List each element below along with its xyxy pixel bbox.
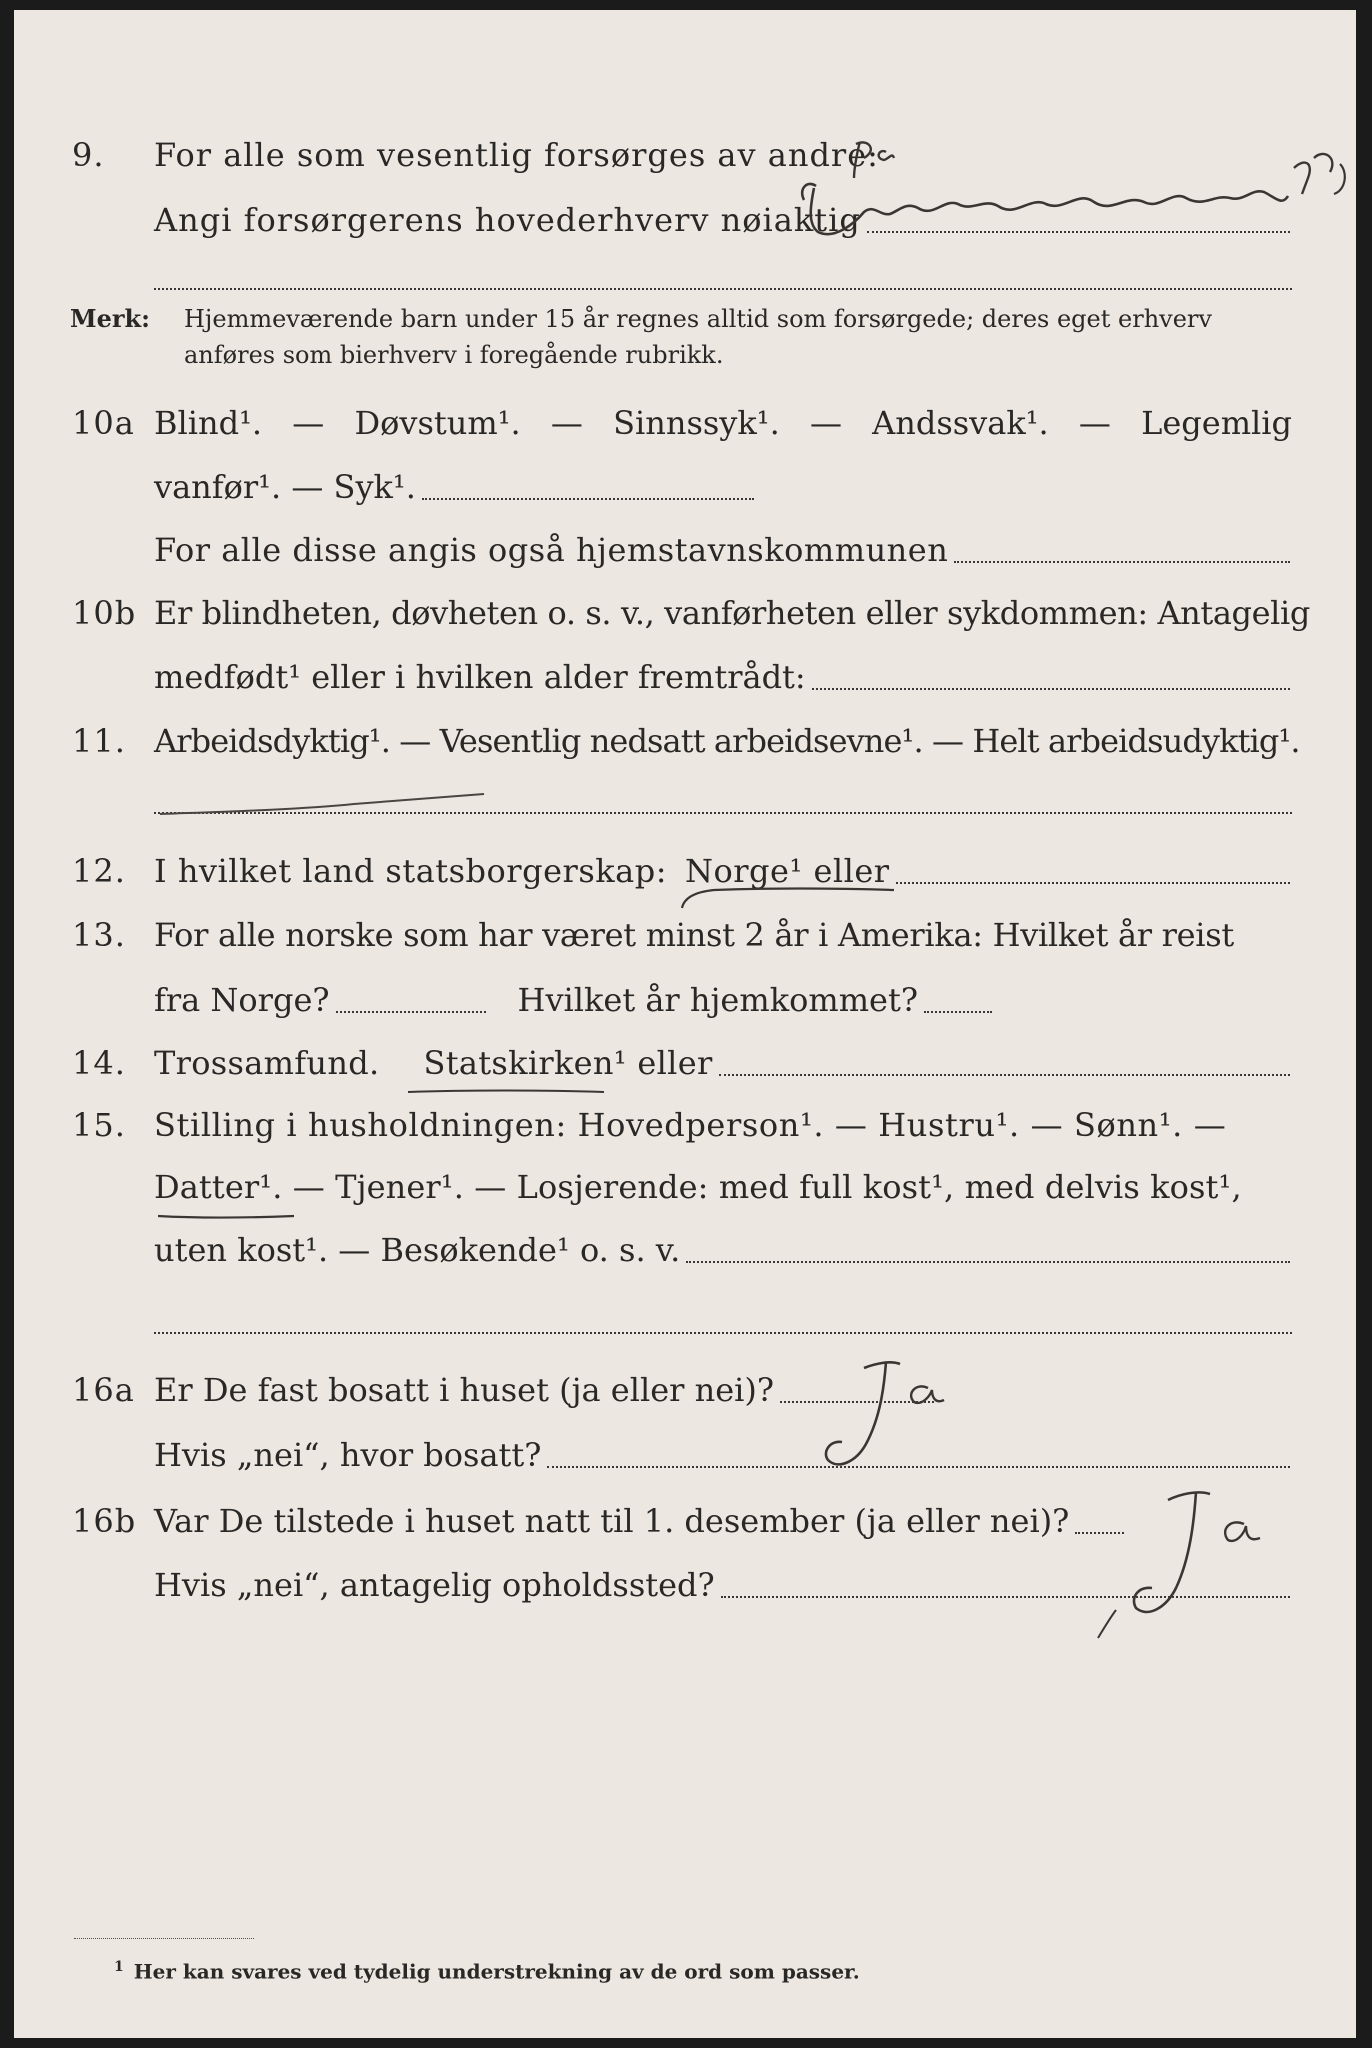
census-form-page <box>14 10 1356 2038</box>
footnote-rule <box>74 1938 254 1939</box>
q12-option-norge[interactable]: Norge¹ eller <box>684 852 890 890</box>
q14-line1 <box>14 1038 1356 1088</box>
q15-line1 <box>14 1100 1356 1150</box>
q9-handwritten-answer <box>794 128 1354 258</box>
q16a-question-2: Hvis „nei“, hvor bosatt? <box>154 1436 542 1474</box>
q15-text-2[interactable]: Datter¹. — Tjener¹. — Losjerende: med full kost¹, med delvis kost¹, <box>154 1168 1242 1206</box>
q15-text-3[interactable]: uten kost¹. — Besøkende¹ o. s. v. <box>154 1231 681 1269</box>
q10b-text-2: medfødt¹ eller i hvilken alder fremtrådt: <box>154 658 806 696</box>
q10a-text-3: For alle disse angis også hjemstavnskommunen <box>154 531 949 569</box>
q10b-text-1: Er blindheten, døvheten o. s. v., vanførheten eller sykdommen: Antagelig <box>154 594 1310 632</box>
q15-number: 15. <box>72 1106 126 1144</box>
q10a-line1 <box>14 398 1356 448</box>
q16a-line1 <box>14 1365 1356 1415</box>
q10a-line3 <box>14 525 1356 575</box>
q10a-line2 <box>14 462 1356 512</box>
q12-question: I hvilket land statsborgerskap: <box>154 852 667 890</box>
separator-rule-2 <box>154 1332 1292 1334</box>
note-text-1: Hjemmeværende barn under 15 år regnes alltid som forsørgede; deres eget erhverv <box>184 305 1212 333</box>
q13-number: 13. <box>72 916 126 954</box>
q16a-number: 16a <box>72 1371 135 1409</box>
q10b-line2 <box>14 652 1356 702</box>
footnote-text: Her kan svares ved tydelig understrekning av de ord som passer. <box>133 1959 860 1984</box>
q10a-hjemstavn-line[interactable] <box>954 561 1290 563</box>
q15-answer-line[interactable] <box>686 1261 1290 1263</box>
q12-answer-line[interactable] <box>896 882 1290 884</box>
q13-line2 <box>14 975 1356 1025</box>
q9-question: For alle som vesentlig forsørges av andre: <box>154 136 879 174</box>
option-sinnssyk[interactable]: Sinnssyk¹. <box>613 404 780 442</box>
q13-text-1: For alle norske som har været minst 2 år i Amerika: Hvilket år reist <box>154 916 1234 954</box>
dash: — <box>550 404 583 442</box>
q15-line3 <box>14 1225 1356 1275</box>
dash: — <box>292 404 325 442</box>
note-text-2: anføres som bierhverv i foregående rubrikk. <box>184 341 724 369</box>
q11-line1 <box>14 716 1356 766</box>
q12-number: 12. <box>72 852 126 890</box>
option-legemlig[interactable]: Legemlig <box>1141 404 1292 442</box>
q16b-handwritten-answer <box>1094 1478 1294 1648</box>
q10a-text-2: vanfør¹. — Syk¹. <box>154 468 416 506</box>
option-blind[interactable]: Blind¹. <box>154 404 263 442</box>
q10b-number: 10b <box>72 594 137 632</box>
option-dovstum[interactable]: Døvstum¹. <box>354 404 521 442</box>
q13-reist-line[interactable] <box>336 1011 486 1013</box>
q15-text-1[interactable]: Stilling i husholdningen: Hovedperson¹. — Hustru¹. — Sønn¹. — <box>154 1106 1227 1144</box>
q10a-options <box>154 398 1292 448</box>
q14-answer-line[interactable] <box>719 1074 1290 1076</box>
q14-option-statskirken[interactable]: Statskirken¹ eller <box>423 1044 713 1082</box>
q10a-number: 10a <box>72 404 135 442</box>
footnote <box>114 1952 860 1987</box>
q16b-question-2: Hvis „nei“, antagelig opholdssted? <box>154 1566 715 1604</box>
separator-rule-1 <box>154 288 1292 290</box>
q16a-line2 <box>14 1430 1356 1480</box>
q11-handwritten-stroke <box>154 790 494 830</box>
q14-number: 14. <box>72 1044 126 1082</box>
q15-line2 <box>14 1162 1356 1212</box>
note-label: Merk: <box>70 304 150 333</box>
q13-hjemkommet-line[interactable] <box>924 1011 992 1013</box>
option-andssvak[interactable]: Andssvak¹. <box>872 404 1049 442</box>
q13-text-2a: fra Norge? <box>154 981 330 1019</box>
footnote-mark: 1 <box>114 1959 124 1975</box>
q13-text-2b: Hvilket år hjemkommet? <box>517 981 918 1019</box>
q10b-answer-line[interactable] <box>812 688 1290 690</box>
q10a-answer-line[interactable] <box>422 498 754 500</box>
q11-options[interactable]: Arbeidsdyktig¹. — Vesentlig nedsatt arbeidsevne¹. — Helt arbeidsudyktig¹. <box>154 722 1300 760</box>
q16b-number: 16b <box>72 1502 137 1540</box>
dash: — <box>1078 404 1111 442</box>
q9-number: 9. <box>72 136 105 174</box>
q14-question: Trossamfund. <box>154 1044 380 1082</box>
q13-line1 <box>14 910 1356 960</box>
q11-number: 11. <box>72 722 126 760</box>
q9-question-2: Angi forsørgerens hovederhverv nøiaktig <box>154 201 861 239</box>
dash: — <box>809 404 842 442</box>
q16b-question: Var De tilstede i huset natt til 1. desember (ja eller nei)? <box>154 1502 1070 1540</box>
q16a-question: Er De fast bosatt i huset (ja eller nei)? <box>154 1371 775 1409</box>
q16a-handwritten-answer <box>794 1348 964 1488</box>
q10b-line1 <box>14 588 1356 638</box>
